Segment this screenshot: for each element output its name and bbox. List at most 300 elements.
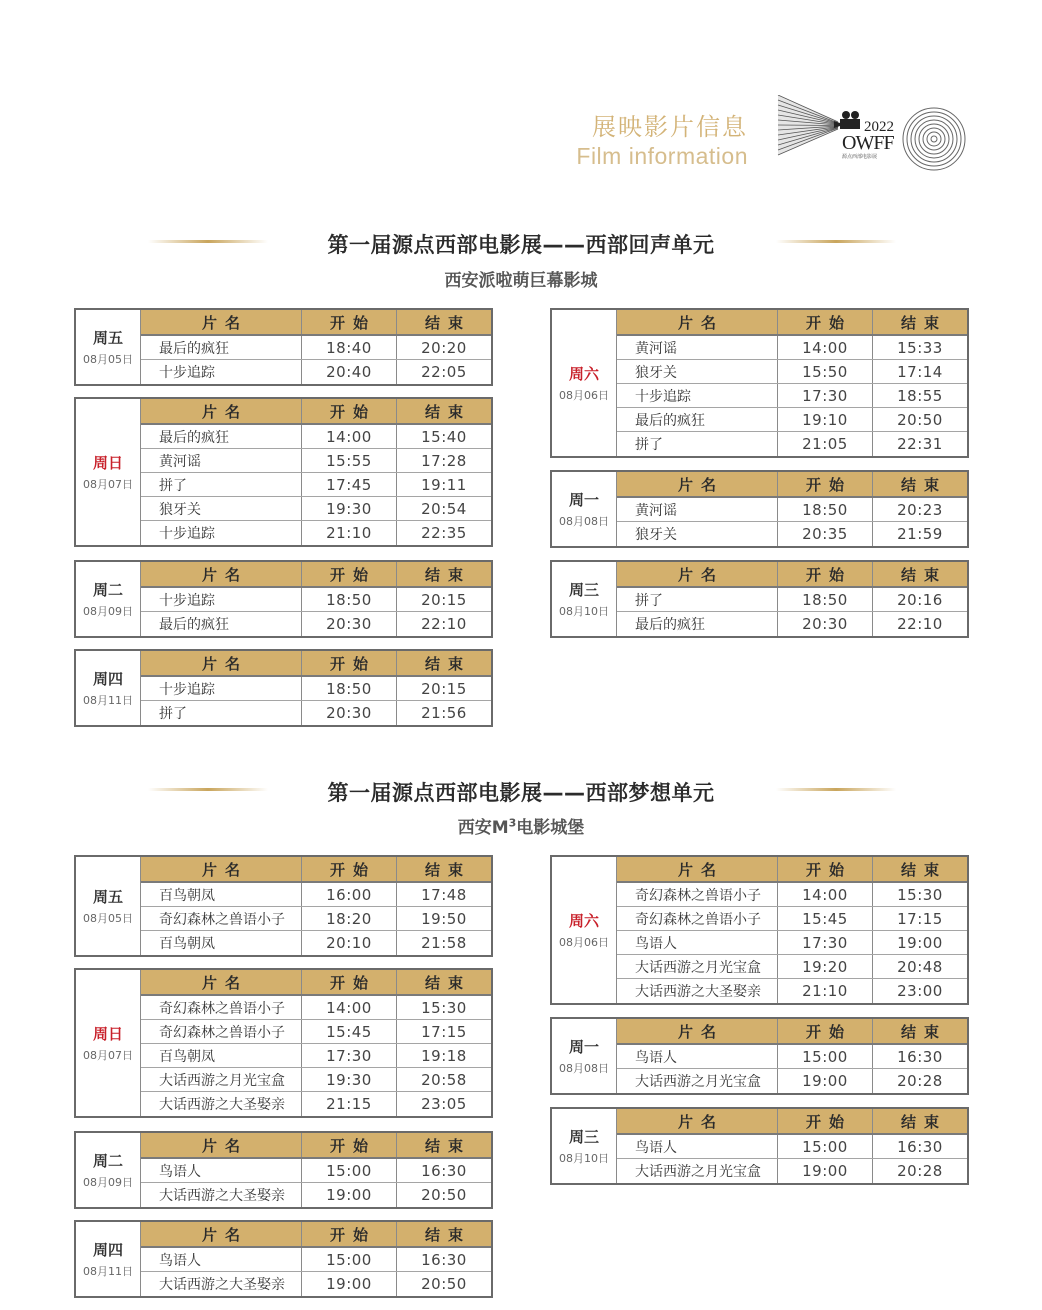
schedule-table [617, 310, 967, 456]
weekday-label: 周三 [568, 1127, 599, 1146]
date-label: 08月11日 [83, 1264, 133, 1278]
header-end: 结束 [900, 565, 947, 584]
film-name: 鸟语人 [617, 1045, 778, 1068]
table-row [617, 1159, 967, 1183]
schedule-block [550, 308, 969, 458]
owff-logo [776, 95, 971, 175]
date-label: 08月07日 [83, 1048, 133, 1062]
start-time: 20:30 [302, 701, 397, 725]
start-time: 15:00 [778, 1135, 873, 1158]
table-row [141, 588, 491, 612]
table-row [141, 425, 491, 449]
schedule-block [550, 560, 969, 638]
schedule-table [141, 399, 491, 545]
start-time: 17:30 [302, 1044, 397, 1067]
start-time: 14:00 [778, 336, 873, 359]
header-name: 片名 [141, 970, 302, 994]
header-end: 结束 [424, 973, 471, 992]
header-start: 开始 [778, 310, 873, 334]
section2-title: 第一届源点西部电影展——西部梦想单元 [327, 781, 715, 805]
end-time: 23:00 [897, 982, 943, 1000]
table-row [617, 612, 967, 636]
weekday-label: 周四 [92, 1240, 123, 1259]
weekday-label: 周日 [92, 453, 123, 472]
header-end: 结束 [424, 313, 471, 332]
film-name: 大话西游之大圣娶亲 [141, 1092, 302, 1116]
table-header [617, 1109, 967, 1135]
film-name: 黄河谣 [617, 498, 778, 521]
weekday-label: 周三 [568, 580, 599, 599]
schedule-table [617, 1109, 967, 1183]
start-time: 21:10 [778, 979, 873, 1003]
table-row [141, 1044, 491, 1068]
end-time: 20:58 [421, 1070, 467, 1089]
end-time: 16:30 [897, 1047, 943, 1066]
header-end: 结束 [424, 654, 471, 673]
table-row [141, 1272, 491, 1296]
start-time: 20:30 [302, 612, 397, 636]
table-row [617, 432, 967, 456]
end-time: 19:00 [897, 933, 943, 952]
end-time: 22:05 [421, 363, 467, 381]
start-time: 17:30 [778, 384, 873, 407]
header-start: 开始 [778, 1109, 873, 1133]
day-cell [76, 562, 141, 636]
header-end: 结束 [900, 313, 947, 332]
table-row [141, 907, 491, 931]
day-cell [76, 310, 141, 384]
header-start: 开始 [302, 310, 397, 334]
start-time: 14:00 [778, 883, 873, 906]
film-name: 最后的疯狂 [617, 408, 778, 431]
weekday-label: 周二 [92, 580, 123, 599]
table-row [617, 955, 967, 979]
table-row [141, 449, 491, 473]
weekday-label: 周一 [568, 490, 599, 509]
header-end: 结束 [900, 1022, 947, 1041]
start-time: 21:10 [302, 521, 397, 545]
film-name: 奇幻森林之兽语小子 [617, 907, 778, 930]
start-time: 21:15 [302, 1092, 397, 1116]
start-time: 20:10 [302, 931, 397, 955]
start-time: 18:50 [302, 677, 397, 700]
schedule-table [141, 310, 491, 384]
film-name: 拼了 [617, 432, 778, 456]
schedule-table [617, 857, 967, 1003]
table-header [141, 562, 491, 588]
schedule-table [141, 651, 491, 725]
day-cell [552, 562, 617, 636]
section2-venue [0, 813, 1042, 838]
header-end: 结束 [900, 1112, 947, 1131]
end-time: 22:31 [897, 435, 943, 453]
film-name: 拼了 [141, 701, 302, 725]
logo-brand: OWFF [842, 132, 894, 154]
table-row [617, 1135, 967, 1159]
section1-title: 第一届源点西部电影展——西部回声单元 [327, 233, 715, 257]
header-name: 片名 [617, 857, 778, 881]
table-header [141, 310, 491, 336]
date-label: 08月09日 [83, 604, 133, 618]
film-name: 鸟语人 [141, 1248, 302, 1271]
start-time: 19:00 [778, 1159, 873, 1183]
header-name: 片名 [141, 310, 302, 334]
start-time: 19:00 [302, 1272, 397, 1296]
date-label: 08月07日 [83, 477, 133, 491]
weekday-label: 周日 [92, 1024, 123, 1043]
film-name: 大话西游之大圣娶亲 [617, 979, 778, 1003]
weekday-label: 周六 [568, 364, 599, 383]
end-time: 20:15 [421, 679, 467, 698]
film-name: 狼牙关 [617, 522, 778, 546]
end-time: 20:15 [421, 590, 467, 609]
end-time: 21:56 [421, 704, 467, 722]
start-time: 16:00 [302, 883, 397, 906]
film-name: 十步追踪 [141, 677, 302, 700]
page-header [576, 112, 748, 170]
day-cell [552, 1019, 617, 1093]
film-name: 大话西游之月光宝盒 [617, 1159, 778, 1183]
film-name: 狼牙关 [141, 497, 302, 520]
table-row [141, 360, 491, 384]
table-row [617, 522, 967, 546]
table-row [141, 1159, 491, 1183]
start-time: 15:50 [778, 360, 873, 383]
schedule-block [550, 1107, 969, 1185]
schedule-block [74, 308, 493, 386]
header-start: 开始 [778, 562, 873, 586]
start-time: 18:20 [302, 907, 397, 930]
table-header [617, 310, 967, 336]
film-name: 大话西游之大圣娶亲 [141, 1272, 302, 1296]
film-name: 大话西游之月光宝盒 [617, 1069, 778, 1093]
header-name: 片名 [617, 472, 778, 496]
table-row [141, 701, 491, 725]
start-time: 19:20 [778, 955, 873, 978]
film-name: 拼了 [617, 588, 778, 611]
end-time: 20:50 [897, 410, 943, 429]
end-time: 22:35 [421, 524, 467, 542]
film-name: 奇幻森林之兽语小子 [141, 1020, 302, 1043]
film-name: 十步追踪 [141, 360, 302, 384]
weekday-label: 周四 [92, 669, 123, 688]
ripple-circle-graphic [903, 108, 965, 170]
table-row [617, 408, 967, 432]
end-time: 20:54 [421, 499, 467, 518]
film-name: 黄河谣 [617, 336, 778, 359]
end-time: 22:10 [421, 615, 467, 633]
date-label: 08月06日 [559, 935, 609, 949]
schedule-block [550, 855, 969, 1005]
film-name: 黄河谣 [141, 449, 302, 472]
weekday-label: 周二 [92, 1151, 123, 1170]
end-time: 19:50 [421, 909, 467, 928]
day-cell [552, 310, 617, 456]
film-name: 最后的疯狂 [617, 612, 778, 636]
logo-year: 2022 [864, 119, 894, 135]
header-end: 结束 [424, 1225, 471, 1244]
schedule-block [74, 1220, 493, 1298]
start-time: 20:30 [778, 612, 873, 636]
film-name: 最后的疯狂 [141, 612, 302, 636]
table-row [141, 612, 491, 636]
day-cell [552, 472, 617, 546]
end-time: 17:48 [421, 885, 467, 904]
schedule-table [617, 562, 967, 636]
end-time: 15:40 [421, 427, 467, 446]
weekday-label: 周五 [92, 328, 123, 347]
header-start: 开始 [778, 1019, 873, 1043]
projector-beam-graphic [778, 95, 838, 155]
header-name: 片名 [617, 1109, 778, 1133]
header-end: 结束 [424, 1136, 471, 1155]
film-name: 百鸟朝凤 [141, 883, 302, 906]
table-row [617, 1069, 967, 1093]
header-start: 开始 [302, 857, 397, 881]
schedule-table [141, 857, 491, 955]
film-name: 大话西游之月光宝盒 [617, 955, 778, 978]
end-time: 20:23 [897, 500, 943, 519]
weekday-label: 周六 [568, 911, 599, 930]
schedule-block [74, 560, 493, 638]
end-time: 15:30 [897, 885, 943, 904]
film-name: 奇幻森林之兽语小子 [617, 883, 778, 906]
header-start: 开始 [302, 651, 397, 675]
section2-venue-sup: 3 [508, 816, 517, 830]
schedule-block [74, 1131, 493, 1209]
date-label: 08月08日 [559, 514, 609, 528]
start-time: 15:45 [778, 907, 873, 930]
header-end: 结束 [424, 402, 471, 421]
weekday-label: 周一 [568, 1037, 599, 1056]
schedule-table [141, 1222, 491, 1296]
table-header [141, 651, 491, 677]
end-time: 20:50 [421, 1186, 467, 1204]
header-name: 片名 [141, 651, 302, 675]
start-time: 18:50 [778, 498, 873, 521]
table-header [141, 970, 491, 996]
header-name: 片名 [617, 310, 778, 334]
film-name: 鸟语人 [617, 1135, 778, 1158]
header-title-cn: 展映影片信息 [592, 113, 748, 141]
header-name: 片名 [141, 1133, 302, 1157]
end-time: 20:16 [897, 590, 943, 609]
film-name: 大话西游之大圣娶亲 [141, 1183, 302, 1207]
start-time: 19:00 [302, 1183, 397, 1207]
end-time: 20:20 [421, 338, 467, 357]
header-start: 开始 [302, 1222, 397, 1246]
day-cell [76, 970, 141, 1116]
start-time: 15:00 [302, 1248, 397, 1271]
header-end: 结束 [900, 860, 947, 879]
start-time: 15:00 [302, 1159, 397, 1182]
film-name: 鸟语人 [617, 931, 778, 954]
schedule-block [74, 968, 493, 1118]
day-cell [76, 1222, 141, 1296]
table-row [141, 473, 491, 497]
end-time: 19:18 [421, 1046, 467, 1065]
table-row [141, 677, 491, 701]
table-row [617, 384, 967, 408]
end-time: 21:58 [421, 934, 467, 952]
film-name: 拼了 [141, 473, 302, 496]
table-header [141, 399, 491, 425]
film-name: 狼牙关 [617, 360, 778, 383]
start-time: 19:10 [778, 408, 873, 431]
film-name: 奇幻森林之兽语小子 [141, 907, 302, 930]
film-name: 十步追踪 [617, 384, 778, 407]
day-cell [76, 1133, 141, 1207]
film-name: 十步追踪 [141, 588, 302, 611]
table-header [617, 472, 967, 498]
end-time: 20:28 [897, 1072, 943, 1090]
header-start: 开始 [302, 399, 397, 423]
schedule-table [617, 472, 967, 546]
table-row [617, 931, 967, 955]
schedule-block [550, 1017, 969, 1095]
header-start: 开始 [302, 562, 397, 586]
day-cell [76, 857, 141, 955]
start-time: 17:45 [302, 473, 397, 496]
header-end: 结束 [424, 860, 471, 879]
start-time: 14:00 [302, 996, 397, 1019]
end-time: 20:28 [897, 1162, 943, 1180]
section2-venue-prefix: 西安M [457, 818, 509, 838]
end-time: 17:14 [897, 362, 943, 381]
end-time: 18:55 [897, 386, 943, 405]
table-row [617, 883, 967, 907]
start-time: 15:55 [302, 449, 397, 472]
end-time: 16:30 [421, 1161, 467, 1180]
end-time: 23:05 [421, 1095, 467, 1113]
schedule-table [141, 562, 491, 636]
header-end: 结束 [424, 565, 471, 584]
header-end: 结束 [900, 475, 947, 494]
table-header [141, 1222, 491, 1248]
table-row [617, 907, 967, 931]
schedule-block [74, 855, 493, 957]
date-label: 08月06日 [559, 388, 609, 402]
end-time: 17:15 [897, 909, 943, 928]
start-time: 19:30 [302, 1068, 397, 1091]
schedule-block [550, 470, 969, 548]
header-name: 片名 [617, 1019, 778, 1043]
day-cell [76, 399, 141, 545]
date-label: 08月10日 [559, 1151, 609, 1165]
table-row [141, 883, 491, 907]
table-row [141, 996, 491, 1020]
header-name: 片名 [141, 1222, 302, 1246]
schedule-table [617, 1019, 967, 1093]
day-cell [552, 1109, 617, 1183]
end-time: 17:15 [421, 1022, 467, 1041]
start-time: 14:00 [302, 425, 397, 448]
start-time: 18:40 [302, 336, 397, 359]
header-start: 开始 [778, 472, 873, 496]
table-header [617, 1019, 967, 1045]
table-row [141, 497, 491, 521]
header-name: 片名 [141, 399, 302, 423]
end-time: 20:50 [421, 1275, 467, 1293]
end-time: 16:30 [897, 1137, 943, 1156]
table-row [141, 521, 491, 545]
film-name: 最后的疯狂 [141, 425, 302, 448]
weekday-label: 周五 [92, 887, 123, 906]
table-row [141, 336, 491, 360]
logo-subtitle: 源点西部电影展 [842, 154, 878, 160]
day-cell [76, 651, 141, 725]
start-time: 20:40 [302, 360, 397, 384]
start-time: 19:00 [778, 1069, 873, 1093]
schedule-table [141, 1133, 491, 1207]
film-camera-icon [834, 111, 860, 129]
date-label: 08月09日 [83, 1175, 133, 1189]
start-time: 19:30 [302, 497, 397, 520]
start-time: 15:45 [302, 1020, 397, 1043]
end-time: 16:30 [421, 1250, 467, 1269]
schedule-block [74, 397, 493, 547]
end-time: 17:28 [421, 451, 467, 470]
table-header [617, 562, 967, 588]
end-time: 15:33 [897, 338, 943, 357]
film-name: 大话西游之月光宝盒 [141, 1068, 302, 1091]
section2-venue-suffix: 电影城堡 [516, 818, 585, 838]
date-label: 08月05日 [83, 352, 133, 366]
date-label: 08月11日 [83, 693, 133, 707]
table-row [617, 360, 967, 384]
date-label: 08月08日 [559, 1061, 609, 1075]
table-row [141, 1183, 491, 1207]
table-row [617, 979, 967, 1003]
day-cell [552, 857, 617, 1003]
end-time: 15:30 [421, 998, 467, 1017]
header-start: 开始 [302, 970, 397, 994]
schedule-table [141, 970, 491, 1116]
film-name: 奇幻森林之兽语小子 [141, 996, 302, 1019]
schedule-block [74, 649, 493, 727]
header-name: 片名 [141, 857, 302, 881]
header-name: 片名 [141, 562, 302, 586]
header-start: 开始 [302, 1133, 397, 1157]
start-time: 17:30 [778, 931, 873, 954]
film-name: 最后的疯狂 [141, 336, 302, 359]
section1-venue: 西安派啦萌巨幕影城 [444, 271, 598, 291]
header-start: 开始 [778, 857, 873, 881]
table-row [141, 931, 491, 955]
header-name: 片名 [617, 562, 778, 586]
date-label: 08月05日 [83, 911, 133, 925]
table-row [617, 588, 967, 612]
film-name: 百鸟朝凤 [141, 931, 302, 955]
table-row [141, 1068, 491, 1092]
table-header [141, 1133, 491, 1159]
end-time: 19:11 [421, 475, 467, 494]
date-label: 08月10日 [559, 604, 609, 618]
start-time: 15:00 [778, 1045, 873, 1068]
end-time: 21:59 [897, 525, 943, 543]
end-time: 22:10 [897, 615, 943, 633]
end-time: 20:48 [897, 957, 943, 976]
film-name: 百鸟朝凤 [141, 1044, 302, 1067]
table-row [141, 1092, 491, 1116]
table-row [617, 336, 967, 360]
header-title-en: Film information [576, 143, 748, 169]
table-row [141, 1248, 491, 1272]
start-time: 18:50 [302, 588, 397, 611]
table-row [141, 1020, 491, 1044]
start-time: 21:05 [778, 432, 873, 456]
table-row [617, 498, 967, 522]
